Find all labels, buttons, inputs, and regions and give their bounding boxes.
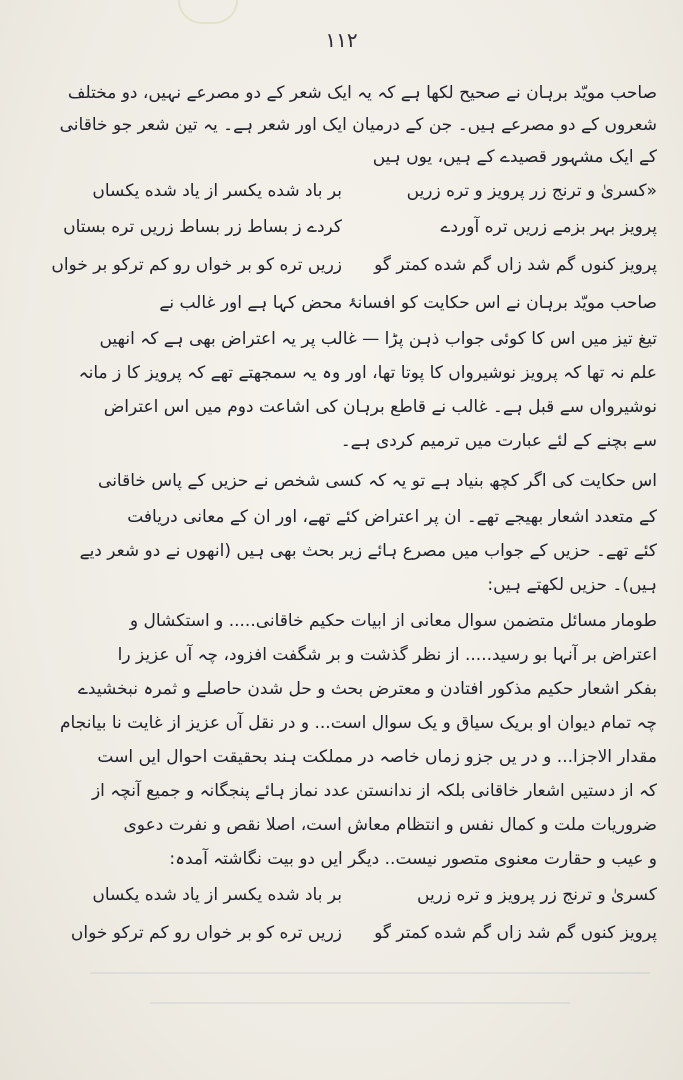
verse-line: پرویز بہر بزمے زریں تره آوردے: [440, 217, 657, 237]
text-line: کئے تھے۔ حزیں کے جواب میں مصرع ہائے زیر بحث بھی ہیں (انھوں نے دو شعر دیے: [79, 541, 657, 561]
verse-line: کسریٰ و ترنج زر پرویز و تره زریں: [417, 885, 657, 905]
text-line: مقدار الاجزا... و در یں جزو زماں خاصہ در مملکت ہند بحقیقت احوال ایں است: [97, 747, 657, 767]
bleed-through-mark: [90, 972, 650, 974]
text-line: سے بچنے کے لئے عبارت میں ترمیم کردی ہے۔: [340, 431, 657, 451]
text-line: تیغ تیز میں اس کا کوئی جواب ذہن پڑا — غالب پر یہ اعتراض بھی ہے کہ انھیں: [99, 329, 657, 349]
text-line: کے متعدد اشعار بھیجے تھے۔ ان پر اعتراض کئے تھے، اور ان کے معانی دریافت: [127, 507, 657, 527]
text-line: صاحب مویّد برہان نے اس حکایت کو افسانۂ محض کہا ہے اور غالب نے: [159, 293, 657, 313]
text-line: بفکر اشعار حکیم مذکور افتادن و معترض بحث و حل شدن حاصلے و ثمرہ نبخشیدے: [77, 679, 657, 699]
text-line: ضروریات ملت و کمال نفس و انتظام معاش است، اصلا نقص و نفرت دعوی: [123, 815, 657, 835]
text-line: طومار مسائل متضمن سوال معانی از ابیات حکیم خاقانی..... و استکشال و: [129, 611, 657, 631]
text-line: علم نہ تھا کہ پرویز نوشیرواں کا پوتا تھا، اور وہ یہ سمجھتے تھے کہ پرویز کا ز مانہ: [78, 363, 657, 383]
verse-line: زریں تره کو بر خواں رو کم ترکو خواں: [70, 923, 342, 943]
text-line: کے ایک مشہور قصیدے کے ہیں، یوں ہیں: [372, 147, 657, 167]
verse-line: پرویز کنوں گم شد زاں گم شده کمتر گو: [374, 923, 657, 943]
page-number: ١١٢: [325, 28, 358, 52]
text-line: اعتراض بر آنہا بو رسید..... از نظر گذشت و بر شگفت افزود، چہ آں عزیز را: [117, 645, 657, 665]
text-line: کہ از دستیں اشعار خاقانی بلکہ از ندانستن عدد نماز ہائے پنجگانہ و جمیع آنچہ از: [91, 781, 657, 801]
text-line: نوشیرواں سے قبل ہے۔ غالب نے قاطع برہان کی اشاعت دوم میں اس اعتراض: [103, 397, 657, 417]
verse-line: زریں تره کو بر خواں رو کم ترکو بر خواں: [51, 255, 342, 275]
verse-line: پرویز کنوں گم شد زاں گم شده کمتر گو: [374, 255, 657, 275]
verse-line: «کسریٰ و ترنج زر پرویز و تره زریں: [406, 181, 657, 201]
text-line: صاحب مویّد برہان نے صحیح لکھا ہے کہ یہ ایک شعر کے دو مصرعے نہیں، دو مختلف: [67, 83, 657, 103]
text-line: ہیں)۔ حزیں لکھتے ہیں:: [487, 575, 657, 595]
text-line: چہ تمام دیوان او بریک سیاق و یک سوال است... و در نقل آں عزیز از غایت نا بیانجام: [60, 713, 657, 733]
verse-line: بر باد شده یکسر از یاد شده یکساں: [92, 181, 342, 201]
text-line: اس حکایت کی اگر کچھ بنیاد ہے تو یہ کہ کسی شخص نے حزیں کے پاس خاقانی: [98, 471, 657, 491]
verse-line: کردے ز بساط زر بساط زریں تره بستاں: [63, 217, 342, 237]
verse-line: بر باد شده یکسر از یاد شده یکساں: [92, 885, 342, 905]
bleed-through-mark: [150, 1002, 570, 1004]
text-line: شعروں کے دو مصرعے ہیں۔ جن کے درمیان ایک اور شعر ہے۔ یہ تین شعر جو خاقانی: [59, 115, 657, 135]
text-line: و عیب و حقارت معنوی متصور نیست.. دیگر ایں دو بیت نگاشتہ آمدہ:: [169, 849, 657, 869]
